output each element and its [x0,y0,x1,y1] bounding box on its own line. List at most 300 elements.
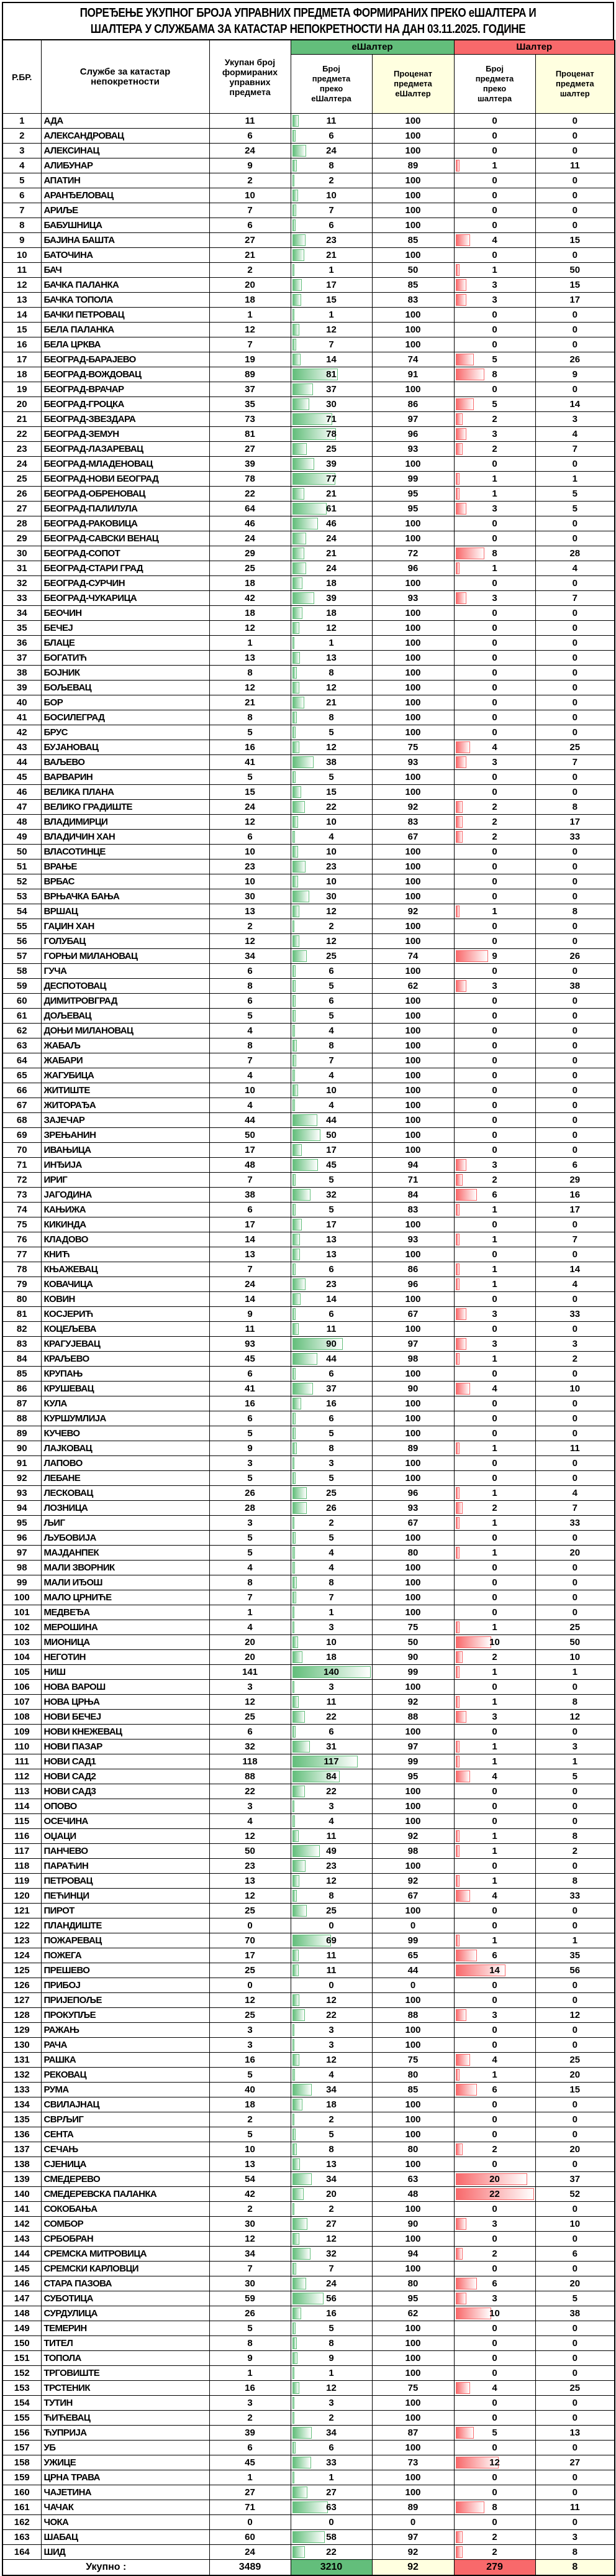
shalter-count-value: 0 [492,1473,497,1483]
eshalter-count [291,1859,372,1874]
eshalter-count [291,1546,372,1561]
row-number: 118 [2,1859,41,1874]
office-name: БЕОГРАД-ЛАЗАРЕВАЦ [41,442,209,457]
eshalter-percent: 50 [372,263,454,278]
eshalter-data-bar [292,1323,299,1335]
eshalter-percent: 100 [372,1784,454,1799]
shalter-data-bar [456,1338,466,1350]
row-number: 74 [2,1203,41,1217]
table-row [2,1933,615,1948]
shalter-count [454,2321,535,2336]
eshalter-data-bar [292,2054,299,2066]
table-row [2,1486,615,1501]
eshalter-percent: 97 [372,1337,454,1352]
office-name: РАЧА [41,2038,209,2053]
table-row [2,621,615,636]
eshalter-count-value: 30 [326,891,337,902]
table-row [2,2336,615,2351]
shalter-count [454,725,535,740]
total-cases: 12 [209,681,291,695]
shalter-count-value: 1 [492,1667,497,1677]
total-cases: 60 [209,2530,291,2545]
eshalter-count [291,1531,372,1546]
shalter-count [454,1068,535,1083]
shalter-count [454,382,535,397]
header-sluzbe: Службе за катастар непокретности [41,40,209,114]
eshalter-count [291,1441,372,1456]
shalter-count [454,1516,535,1531]
eshalter-count-value: 11 [326,116,337,126]
shalter-count [454,158,535,173]
eshalter-count-value: 27 [326,2219,337,2229]
eshalter-percent: 100 [372,725,454,740]
eshalter-percent: 96 [372,1486,454,1501]
eshalter-percent: 99 [372,1933,454,1948]
eshalter-count [291,1650,372,1665]
shalter-percent: 27 [535,2455,615,2470]
total-cases: 44 [209,1113,291,1128]
eshalter-count-value: 4 [328,1816,334,1827]
shalter-count-value: 0 [492,1592,497,1603]
eshalter-count [291,2068,372,2083]
eshalter-count [291,144,372,158]
eshalter-count [291,1799,372,1814]
eshalter-count-value: 1 [328,265,334,275]
eshalter-data-bar [292,1278,306,1290]
eshalter-percent: 99 [372,472,454,487]
shalter-count [454,1277,535,1292]
table-row [2,1575,615,1590]
office-name: ЗРЕЊАНИН [41,1128,209,1143]
shalter-data-bar [456,443,463,455]
eshalter-count-value: 140 [323,1667,340,1677]
shalter-percent: 8 [535,1829,615,1844]
eshalter-data-bar [292,1517,294,1529]
row-number: 122 [2,1918,41,1933]
eshalter-data-bar [292,548,304,559]
table-row [2,636,615,651]
shalter-percent: 0 [535,382,615,397]
shalter-percent: 0 [535,695,615,710]
eshalter-count-value: 22 [326,2010,337,2020]
total-cases: 23 [209,1859,291,1874]
eshalter-count-value: 11 [326,1965,337,1976]
shalter-count-value: 0 [492,1816,497,1827]
shalter-count [454,1232,535,1247]
eshalter-percent: 95 [372,1769,454,1784]
shalter-data-bar [456,741,470,753]
shalter-count-value: 0 [492,2338,497,2349]
eshalter-percent: 97 [372,1739,454,1754]
total-cases: 11 [209,1322,291,1337]
eshalter-percent: 83 [372,1203,454,1217]
totals-e-count: 3210 [291,2560,372,2576]
shalter-percent: 0 [535,1859,615,1874]
shalter-count [454,1173,535,1188]
shalter-count [454,1620,535,1635]
totals-total: 3489 [209,2560,291,2576]
shalter-count-value: 3 [492,503,497,514]
total-cases: 2 [209,2411,291,2426]
shalter-percent: 0 [535,2262,615,2276]
eshalter-count-value: 20 [326,2189,337,2199]
shalter-percent: 0 [535,725,615,740]
table-row [2,1546,615,1561]
eshalter-data-bar [292,1875,299,1887]
shalter-count [454,1486,535,1501]
shalter-percent: 0 [535,1113,615,1128]
total-cases: 8 [209,979,291,994]
shalter-count [454,129,535,144]
eshalter-count-value: 58 [326,2532,337,2542]
row-number: 26 [2,487,41,502]
row-number: 40 [2,695,41,710]
row-number: 45 [2,770,41,785]
shalter-data-bar [456,1308,466,1320]
eshalter-percent: 92 [372,1695,454,1710]
eshalter-percent: 100 [372,1725,454,1739]
eshalter-count [291,1814,372,1829]
table-row [2,1814,615,1829]
eshalter-percent: 100 [372,188,454,203]
eshalter-data-bar [292,1607,294,1618]
office-name: ГОРЊИ МИЛАНОВАЦ [41,949,209,964]
table-row [2,1889,615,1904]
shalter-count-value: 0 [492,1861,497,1871]
eshalter-count-value: 90 [326,1339,337,1349]
shalter-percent: 0 [535,1098,615,1113]
office-name: КРАЉЕВО [41,1352,209,1367]
total-cases: 2 [209,173,291,188]
total-cases: 30 [209,2276,291,2291]
shalter-percent: 28 [535,546,615,561]
eshalter-percent: 80 [372,2068,454,2083]
eshalter-count [291,949,372,964]
shalter-count-value: 1 [492,563,497,574]
row-number: 80 [2,1292,41,1307]
shalter-percent: 0 [535,1396,615,1411]
shalter-count [454,681,535,695]
totals-e-pct: 92 [372,2560,454,2576]
shalter-count-value: 1 [492,1443,497,1454]
eshalter-count-value: 8 [328,667,334,678]
office-name: ТЕМЕРИН [41,2321,209,2336]
eshalter-count-value: 7 [328,1055,334,1066]
row-number: 126 [2,1978,41,1993]
shalter-percent: 15 [535,2083,615,2097]
eshalter-count-value: 6 [328,220,334,231]
office-name: ГУЧА [41,964,209,979]
shalter-count-value: 0 [492,921,497,932]
eshalter-percent: 100 [372,516,454,531]
office-name: БАЧ [41,263,209,278]
shalter-count-value: 0 [492,996,497,1006]
total-cases: 5 [209,1531,291,1546]
shalter-count-value: 2 [492,1503,497,1513]
shalter-count-value: 2 [492,802,497,812]
report-title-line1: ПОРЕЂЕЊЕ УКУПНОГ БРОЈА УПРАВНИХ ПРЕДМЕТА ФОРМИРАНИХ ПРЕКО еШАЛТЕРА И [79,6,537,20]
eshalter-count-value: 4 [328,1562,334,1573]
shalter-count-value: 1 [492,1518,497,1528]
shalter-count-value: 0 [492,1920,497,1931]
shalter-count-value: 0 [492,1682,497,1692]
shalter-count [454,1024,535,1038]
shalter-count-value: 2 [492,2248,497,2259]
total-cases: 25 [209,561,291,576]
shalter-percent: 9 [535,367,615,382]
eshalter-data-bar [292,592,314,604]
eshalter-count [291,1098,372,1113]
row-number: 137 [2,2142,41,2157]
shalter-data-bar [456,160,460,172]
shalter-data-bar [456,428,466,440]
table-row [2,1963,615,1978]
eshalter-percent: 92 [372,1874,454,1889]
shalter-count [454,2217,535,2232]
shalter-percent: 0 [535,1784,615,1799]
row-number: 14 [2,308,41,323]
office-name: СВРЉИГ [41,2112,209,2127]
office-name: ЧАЧАК [41,2500,209,2515]
shalter-count-value: 3 [492,2293,497,2304]
shalter-count-value: 8 [492,548,497,559]
office-name: ВАЉЕВО [41,755,209,770]
shalter-count [454,1710,535,1725]
eshalter-percent: 90 [372,1650,454,1665]
shalter-count [454,2470,535,2485]
eshalter-percent: 98 [372,1844,454,1859]
office-name: ЖИТОРАЂА [41,1098,209,1113]
eshalter-count [291,1710,372,1725]
total-cases: 5 [209,1546,291,1561]
shalter-count-value: 3 [492,2010,497,2020]
eshalter-data-bar [292,2039,294,2051]
row-number: 98 [2,1561,41,1575]
shalter-percent: 1 [535,472,615,487]
shalter-count [454,1098,535,1113]
office-name: НОВИ КНЕЖЕВАЦ [41,1725,209,1739]
shalter-data-bar [456,2009,466,2021]
total-cases: 3 [209,1680,291,1695]
total-cases: 45 [209,1352,291,1367]
eshalter-percent: 80 [372,2276,454,2291]
row-number: 31 [2,561,41,576]
eshalter-count-value: 30 [326,399,337,410]
total-cases: 26 [209,1486,291,1501]
total-cases: 14 [209,1292,291,1307]
table-row [2,248,615,263]
office-name: ПРИБОЈ [41,1978,209,1993]
shalter-count [454,1590,535,1605]
shalter-percent: 3 [535,2530,615,2545]
shalter-percent: 8 [535,1874,615,1889]
shalter-percent: 4 [535,1277,615,1292]
shalter-data-bar [456,2308,491,2319]
eshalter-percent: 88 [372,1710,454,1725]
totals-s-count: 279 [454,2560,535,2576]
shalter-count [454,1799,535,1814]
office-name: ЛЕСКОВАЦ [41,1486,209,1501]
eshalter-count [291,308,372,323]
shalter-count [454,1874,535,1889]
eshalter-percent: 100 [372,2232,454,2247]
row-number: 34 [2,606,41,621]
eshalter-data-bar [292,324,299,336]
table-row [2,1471,615,1486]
shalter-data-bar [456,264,460,276]
table-row [2,2515,615,2530]
eshalter-data-bar [292,1800,294,1812]
shalter-count-value: 0 [492,2204,497,2214]
shalter-percent: 0 [535,2470,615,2485]
total-cases: 42 [209,2187,291,2202]
row-number: 159 [2,2470,41,2485]
eshalter-data-bar [292,1234,300,1245]
eshalter-count [291,2545,372,2560]
total-cases: 22 [209,487,291,502]
eshalter-count-value: 25 [326,444,337,454]
shalter-percent: 11 [535,1441,615,1456]
table-row [2,1754,615,1769]
eshalter-count-value: 23 [326,1861,337,1871]
eshalter-percent: 85 [372,233,454,248]
office-name: ПАНЧЕВО [41,1844,209,1859]
eshalter-data-bar [292,995,296,1007]
shalter-count [454,1889,535,1904]
shalter-data-bar [456,1502,463,1514]
total-cases: 21 [209,695,291,710]
total-cases: 9 [209,1307,291,1322]
table-row [2,1635,615,1650]
table-row [2,1978,615,1993]
eshalter-percent: 96 [372,427,454,442]
shalter-percent: 0 [535,770,615,785]
eshalter-percent: 100 [372,2023,454,2038]
row-number: 121 [2,1904,41,1918]
total-cases: 6 [209,129,291,144]
eshalter-percent: 100 [372,934,454,949]
total-cases: 8 [209,2336,291,2351]
eshalter-data-bar [292,1726,296,1738]
row-number: 164 [2,2545,41,2560]
eshalter-count-value: 38 [326,757,337,768]
eshalter-data-bar [292,697,304,708]
shalter-count-value: 10 [489,2308,500,2319]
total-cases: 3 [209,1456,291,1471]
eshalter-count [291,2306,372,2321]
shalter-count-value: 0 [492,2099,497,2110]
shalter-count [454,1546,535,1561]
total-cases: 12 [209,1695,291,1710]
office-name: ЧАЈЕТИНА [41,2485,209,2500]
shalter-count [454,427,535,442]
eshalter-percent: 100 [372,874,454,889]
shalter-count [454,2172,535,2187]
shalter-percent: 0 [535,2157,615,2172]
shalter-count-value: 4 [492,2055,497,2065]
office-name: КОСЈЕРИЋ [41,1307,209,1322]
eshalter-count [291,636,372,651]
shalter-count [454,2441,535,2455]
shalter-count-value: 0 [492,1607,497,1618]
table-row [2,1516,615,1531]
shalter-count-value: 0 [492,1577,497,1588]
eshalter-count-value: 46 [326,518,337,529]
eshalter-data-bar [292,2278,306,2290]
shalter-data-bar [456,816,463,828]
row-number: 141 [2,2202,41,2217]
eshalter-count-value: 44 [326,1115,337,1125]
table-row [2,561,615,576]
eshalter-count-value: 12 [326,2383,337,2393]
eshalter-data-bar [292,562,306,574]
eshalter-count-value: 3 [328,1682,334,1692]
shalter-percent: 14 [535,1262,615,1277]
office-name: ВЛАДИМИРЦИ [41,815,209,830]
total-cases: 13 [209,904,291,919]
shalter-count [454,2366,535,2381]
table-row [2,1352,615,1367]
office-name: КИКИНДА [41,1217,209,1232]
total-cases: 54 [209,2172,291,2187]
office-name: АЛЕКСАНДРОВАЦ [41,129,209,144]
shalter-percent: 0 [535,606,615,621]
shalter-count-value: 1 [492,1935,497,1946]
office-name: ОСЕЧИНА [41,1814,209,1829]
eshalter-data-bar [292,1055,296,1066]
eshalter-percent: 50 [372,1635,454,1650]
shalter-percent: 7 [535,591,615,606]
eshalter-count [291,2202,372,2217]
eshalter-count [291,591,372,606]
eshalter-percent: 74 [372,949,454,964]
shalter-percent: 33 [535,830,615,845]
shalter-count [454,785,535,800]
shalter-count [454,1933,535,1948]
eshalter-count-value: 71 [326,414,337,424]
row-number: 15 [2,323,41,337]
row-number: 13 [2,293,41,308]
office-name: КУЛА [41,1396,209,1411]
eshalter-count-value: 32 [326,1189,337,1200]
eshalter-data-bar [292,2069,295,2081]
shalter-count [454,1128,535,1143]
shalter-count [454,2083,535,2097]
office-name: СЕНТА [41,2127,209,2142]
eshalter-count-value: 18 [326,2099,337,2110]
row-number: 5 [2,173,41,188]
total-cases: 7 [209,1173,291,1188]
shalter-count [454,1501,535,1516]
eshalter-data-bar [292,712,297,723]
eshalter-count [291,2232,372,2247]
table-row [2,337,615,352]
shalter-data-bar [456,1189,477,1201]
shalter-count-value: 4 [492,1383,497,1394]
report-title-box [2,2,614,40]
office-name: БЕОГРАД-РАКОВИЦА [41,516,209,531]
shalter-count-value: 0 [492,1726,497,1737]
eshalter-count-value: 6 [328,1264,334,1275]
shalter-percent: 8 [535,2545,615,2560]
row-number: 91 [2,1456,41,1471]
eshalter-count [291,1322,372,1337]
total-cases: 26 [209,2306,291,2321]
total-cases: 0 [209,1978,291,1993]
table-row [2,2381,615,2396]
eshalter-data-bar [292,2308,301,2319]
table-row [2,2157,615,2172]
